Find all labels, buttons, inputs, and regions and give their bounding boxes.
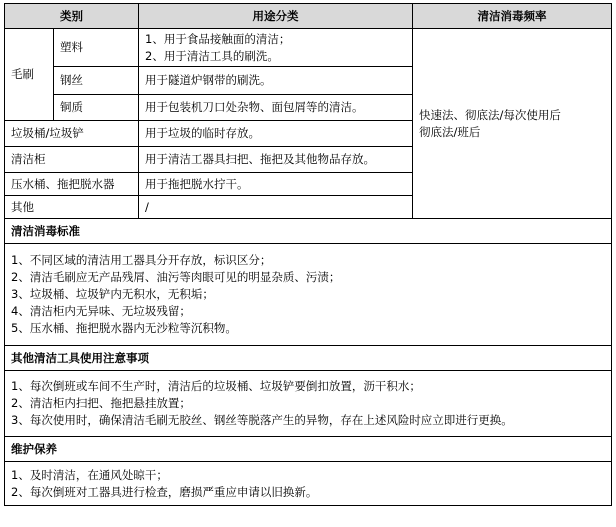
maintenance-title-row [5,437,612,462]
frequency-line-2: 彻底法/班后 [419,124,481,139]
cabinet-label: 清洁柜 [5,147,139,173]
notes-line: 3、每次使用时，确保清洁毛刷无胶丝、钢丝等脱落产生的异物，存在上述风险时应立即进行更换。 [11,413,513,427]
plastic-usage-cell [139,29,413,67]
frequency-cell [413,29,612,219]
standard-line: 4、清洁柜内无异味、无垃圾残留； [11,304,191,318]
notes-line: 2、清洁柜内扫把、拖把悬挂放置； [11,396,191,410]
header-category: 类别 [5,4,139,29]
notes-line: 1、每次倒班或车间不生产时，清洁后的垃圾桶、垃圾铲要倒扣放置，沥干积水； [11,379,421,393]
notes-body [5,371,612,437]
standard-title-row [5,219,612,244]
other-label: 其他 [5,196,139,219]
squeezer-label: 压水桶、拖把脱水器 [5,173,139,196]
copper-label: 铜质 [54,95,139,121]
other-usage: / [139,196,413,219]
copper-usage: 用于包装机刀口处杂物、面包屑等的清洁。 [139,95,413,121]
maintenance-line: 1、及时清洁，在通风处晾干； [11,467,168,482]
plastic-usage-line-2: 2、用于清洁工具的刷洗。 [145,48,279,63]
standard-title: 清洁消毒标准 [5,219,612,244]
notes-title: 其他清洁工具使用注意事项 [5,346,612,371]
header-frequency: 清洁消毒频率 [413,4,612,29]
maintenance-title: 维护保养 [5,437,612,462]
bin-usage: 用于垃圾的临时存放。 [139,121,413,147]
notes-title-row [5,346,612,371]
maintenance-line: 2、每次倒班对工器具进行检查，磨损严重应申请以旧换新。 [11,484,318,499]
standard-body-row [5,244,612,346]
header-usage: 用途分类 [139,4,413,29]
standard-line: 1、不同区域的清洁用工器具分开存放，标识区分； [11,253,272,267]
table-row-plastic [5,29,612,67]
plastic-usage-line-1: 1、用于食品接触面的清洁； [145,31,291,46]
maintenance-body [5,462,612,506]
brush-label: 毛刷 [11,67,34,81]
standard-line: 5、压水桶、拖把脱水器内无沙粒等沉积物。 [11,321,237,335]
maintenance-body-row [5,462,612,506]
steel-wire-usage: 用于隧道炉钢带的刷洗。 [139,67,413,95]
plastic-label: 塑料 [54,29,139,67]
notes-body-row [5,371,612,437]
cabinet-usage: 用于清洁工器具扫把、拖把及其他物品存放。 [139,147,413,173]
standard-line: 3、垃圾桶、垃圾铲内无积水，无积垢； [11,287,214,301]
squeezer-usage: 用于拖把脱水拧干。 [139,173,413,196]
frequency-line-1: 快速法、彻底法/每次使用后 [419,107,561,122]
steel-wire-label: 钢丝 [54,67,139,95]
bin-label: 垃圾桶/垃圾铲 [5,121,139,147]
standard-body [5,244,612,346]
header-row [5,4,612,29]
standard-line: 2、清洁毛刷应无产品残屑、油污等肉眼可见的明显杂质、污渍； [11,270,341,284]
cleaning-tools-table [4,3,612,506]
brush-label-cell [5,29,54,121]
